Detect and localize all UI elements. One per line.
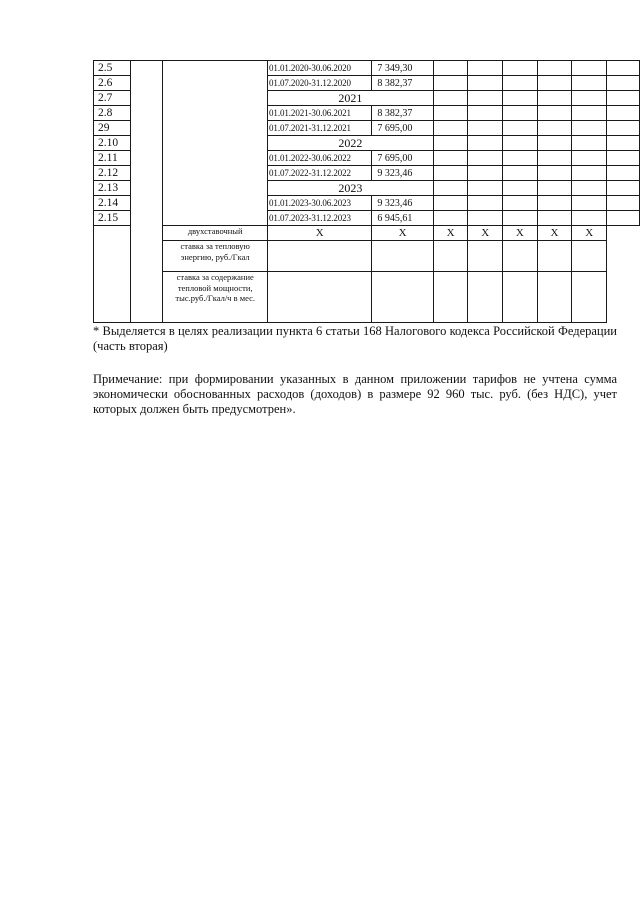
two-part-label: двухставочный <box>163 226 268 241</box>
row-number: 2.6 <box>94 76 131 91</box>
year-cell: 2022 <box>268 136 434 151</box>
year-cell: 2021 <box>268 91 434 106</box>
row-number: 2.14 <box>94 196 131 211</box>
tariff-table <box>93 60 640 323</box>
period-cell: 01.07.2022-31.12.2022 <box>268 166 372 181</box>
value-cell: 7 349,30 <box>372 61 433 76</box>
mark-x: X <box>537 226 572 241</box>
merged-cell <box>163 61 268 226</box>
table-row <box>94 61 640 76</box>
table-row <box>94 272 640 323</box>
mark-x: X <box>433 226 468 241</box>
row-number: 2.12 <box>94 166 131 181</box>
period-cell: 01.07.2021-31.12.2021 <box>268 121 372 136</box>
value-cell: 8 382,37 <box>372 106 433 121</box>
mark-x: X <box>372 226 433 241</box>
mark-x: X <box>468 226 503 241</box>
value-cell: 7 695,00 <box>372 151 433 166</box>
period-cell: 01.01.2020-30.06.2020 <box>268 61 372 76</box>
value-cell: 9 323,46 <box>372 196 433 211</box>
period-cell: 01.01.2021-30.06.2021 <box>268 106 372 121</box>
mark-x: X <box>503 226 538 241</box>
period-cell: 01.01.2022-30.06.2022 <box>268 151 372 166</box>
row-number: 2.15 <box>94 211 131 226</box>
row-number: 29 <box>94 121 131 136</box>
period-cell: 01.01.2023-30.06.2023 <box>268 196 372 211</box>
row-number: 2.13 <box>94 181 131 196</box>
table-row <box>94 241 640 272</box>
value-cell: 6 945,61 <box>372 211 433 226</box>
mark-x: X <box>268 226 372 241</box>
mark-x: X <box>572 226 607 241</box>
row-number: 2.5 <box>94 61 131 76</box>
value-cell: 8 382,37 <box>372 76 433 91</box>
row-number: 2.10 <box>94 136 131 151</box>
period-cell: 01.07.2020-31.12.2020 <box>268 76 372 91</box>
row-number: 2.7 <box>94 91 131 106</box>
value-cell: 9 323,46 <box>372 166 433 181</box>
footnote: * Выделяется в целях реализации пункта 6 статьи 168 Налогового кодекса Российской Федерации (часть вторая) <box>93 324 617 353</box>
merged-cell <box>94 226 131 323</box>
period-cell: 01.07.2023-31.12.2023 <box>268 211 372 226</box>
capacity-rate-label: ставка за содержание тепловой мощности, тыс.руб./Гкал/ч в мес. <box>163 272 268 323</box>
value-cell: 7 695,00 <box>372 121 433 136</box>
row-number: 2.11 <box>94 151 131 166</box>
row-number: 2.8 <box>94 106 131 121</box>
note-paragraph: Примечание: при формировании указанных в данном приложении тарифов не учтена сумма экономически обоснованных расходов (доходов) в размере 92 960 тыс. руб. (без НДС), учет которых должен быть предусмотрен». <box>93 372 617 416</box>
table-row <box>94 226 640 241</box>
energy-rate-label: ставка за тепловую энергию, руб./Гкал <box>163 241 268 272</box>
year-cell: 2023 <box>268 181 434 196</box>
merged-cell <box>130 61 163 323</box>
